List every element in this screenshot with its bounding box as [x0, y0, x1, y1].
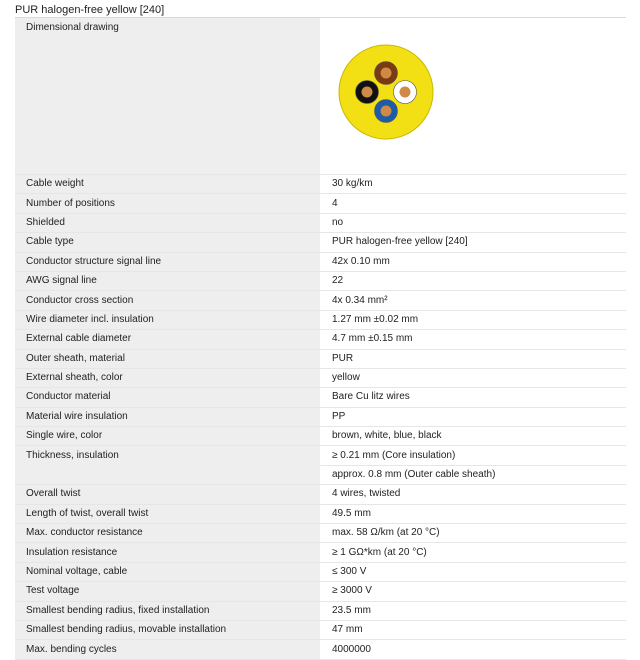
spec-value: ≤ 300 V	[320, 562, 626, 581]
spec-value: ≥ 1 GΩ*km (at 20 °C)	[320, 543, 626, 562]
spec-row	[15, 640, 626, 659]
spec-value: 4 wires, twisted	[320, 485, 626, 504]
spec-label: Material wire insulation	[15, 407, 320, 426]
spec-value: 47 mm	[320, 620, 626, 639]
spec-value: yellow	[320, 368, 626, 387]
spec-row	[15, 368, 626, 387]
spec-label: Conductor cross section	[15, 291, 320, 310]
spec-row	[15, 388, 626, 407]
spec-label: Outer sheath, material	[15, 349, 320, 368]
spec-label: Single wire, color	[15, 427, 320, 446]
drawing-label: Dimensional drawing	[15, 18, 320, 175]
spec-row	[15, 330, 626, 349]
spec-value: 30 kg/km	[320, 175, 626, 194]
spec-row	[15, 524, 626, 543]
spec-value: 4.7 mm ±0.15 mm	[320, 330, 626, 349]
spec-label: External sheath, color	[15, 368, 320, 387]
core-blue-conductor	[381, 106, 392, 117]
core-brown-conductor	[381, 68, 392, 79]
spec-row	[15, 252, 626, 271]
spec-row	[15, 291, 626, 310]
spec-row	[15, 427, 626, 446]
spec-label: Test voltage	[15, 582, 320, 601]
spec-table	[15, 18, 626, 660]
spec-value: PUR	[320, 349, 626, 368]
spec-label: Insulation resistance	[15, 543, 320, 562]
spec-value: 1.27 mm ±0.02 mm	[320, 310, 626, 329]
spec-value: 23.5 mm	[320, 601, 626, 620]
spec-row	[15, 620, 626, 639]
spec-row	[15, 562, 626, 581]
spec-label: Number of positions	[15, 194, 320, 213]
spec-value: 4000000	[320, 640, 626, 659]
spec-row	[15, 175, 626, 194]
spec-value: 22	[320, 271, 626, 290]
spec-row	[15, 465, 626, 484]
spec-value: PUR halogen-free yellow [240]	[320, 233, 626, 252]
cable-cross-section-drawing	[338, 44, 434, 140]
spec-label: Max. bending cycles	[15, 640, 320, 659]
spec-row	[15, 601, 626, 620]
spec-label	[15, 465, 320, 484]
spec-value: Bare Cu litz wires	[320, 388, 626, 407]
spec-value: ≥ 0.21 mm (Core insulation)	[320, 446, 626, 465]
spec-row	[15, 310, 626, 329]
spec-label: Smallest bending radius, fixed installation	[15, 601, 320, 620]
spec-label: Overall twist	[15, 485, 320, 504]
spec-label: Nominal voltage, cable	[15, 562, 320, 581]
core-black-conductor	[362, 87, 373, 98]
spec-label: External cable diameter	[15, 330, 320, 349]
spec-row	[15, 582, 626, 601]
spec-row	[15, 543, 626, 562]
spec-row	[15, 349, 626, 368]
spec-label: Cable weight	[15, 175, 320, 194]
spec-value: max. 58 Ω/km (at 20 °C)	[320, 524, 626, 543]
spec-table-body	[15, 18, 626, 659]
spec-value: brown, white, blue, black	[320, 427, 626, 446]
spec-label: Length of twist, overall twist	[15, 504, 320, 523]
outer-sheath	[339, 45, 433, 139]
drawing-row	[15, 18, 626, 175]
spec-label: Shielded	[15, 213, 320, 232]
spec-row	[15, 271, 626, 290]
spec-row	[15, 194, 626, 213]
spec-value: no	[320, 213, 626, 232]
spec-value: 49.5 mm	[320, 504, 626, 523]
spec-label: Conductor material	[15, 388, 320, 407]
drawing-cell	[320, 18, 626, 175]
core-white-conductor	[400, 87, 411, 98]
spec-row	[15, 213, 626, 232]
spec-label: Cable type	[15, 233, 320, 252]
spec-row	[15, 504, 626, 523]
spec-value: PP	[320, 407, 626, 426]
spec-value: approx. 0.8 mm (Outer cable sheath)	[320, 465, 626, 484]
spec-row	[15, 233, 626, 252]
spec-value: 4x 0.34 mm²	[320, 291, 626, 310]
spec-label: Conductor structure signal line	[15, 252, 320, 271]
spec-value: ≥ 3000 V	[320, 582, 626, 601]
spec-label: Thickness, insulation	[15, 446, 320, 465]
spec-value: 42x 0.10 mm	[320, 252, 626, 271]
spec-row	[15, 485, 626, 504]
spec-row	[15, 407, 626, 426]
page-title: PUR halogen-free yellow [240]	[15, 4, 165, 16]
spec-value: 4	[320, 194, 626, 213]
spec-label: AWG signal line	[15, 271, 320, 290]
spec-label: Smallest bending radius, movable installation	[15, 620, 320, 639]
spec-label: Max. conductor resistance	[15, 524, 320, 543]
spec-row	[15, 446, 626, 465]
spec-label: Wire diameter incl. insulation	[15, 310, 320, 329]
